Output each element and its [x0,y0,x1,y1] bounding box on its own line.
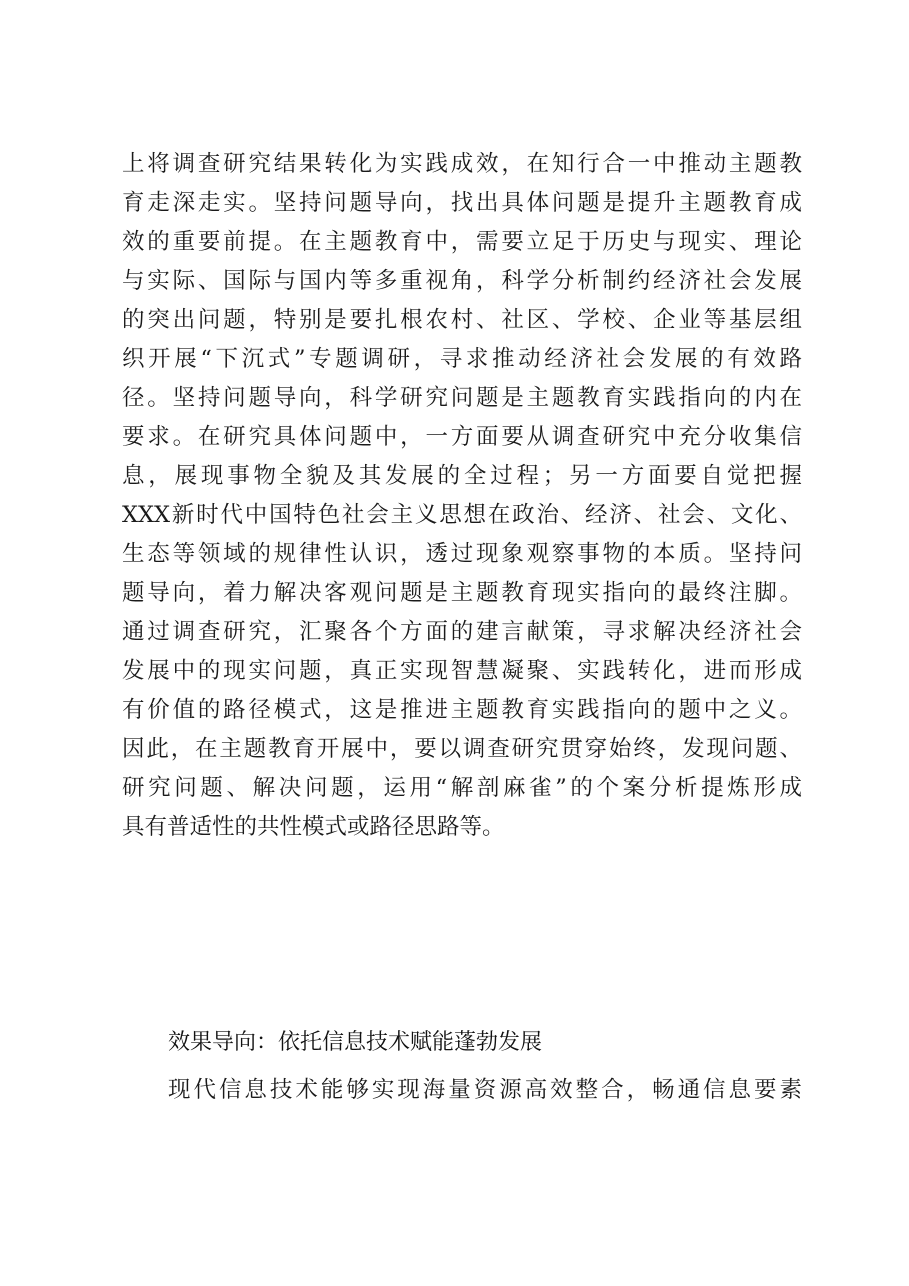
text-line-last: 具有普适性的共性模式或路径思路等。 [122,814,505,840]
text-line: 效的重要前提。在主题教育中，需要立足于历史与现实、理论 [122,229,802,255]
text-line: 发展中的现实问题，真正实现智慧凝聚、实践转化，进而形成 [122,658,802,684]
text-line: 上将调查研究结果转化为实践成效，在知行合一中推动主题教 [122,151,802,177]
text-line: 的突出问题，特别是要扎根农村、社区、学校、企业等基层组 [122,307,802,333]
text-line: 育走深走实。坚持问题导向，找出具体问题是提升主题教育成 [122,190,802,216]
text-line: XXX新时代中国特色社会主义思想在政治、经济、社会、文化、 [122,502,802,528]
next-paragraph-line: 现代信息技术能够实现海量资源高效整合，畅通信息要素 [168,1077,802,1103]
text-line: 织开展“下沉式”专题调研，寻求推动经济社会发展的有效路 [122,346,802,372]
text-line: 径。坚持问题导向，科学研究问题是主题教育实践指向的内在 [122,385,802,411]
section-heading: 效果导向：依托信息技术赋能蓬勃发展 [168,1030,543,1055]
text-line: 生态等领域的规律性认识，透过现象观察事物的本质。坚持问 [122,541,802,567]
text-line: 因此，在主题教育开展中，要以调查研究贯穿始终，发现问题、 [122,736,802,762]
text-line: 有价值的路径模式，这是推进主题教育实践指向的题中之义。 [122,697,802,723]
text-line: 息，展现事物全貌及其发展的全过程；另一方面要自觉把握 [122,463,802,489]
text-line: 研究问题、解决问题，运用“解剖麻雀”的个案分析提炼形成 [122,775,802,801]
text-line: 与实际、国际与国内等多重视角，科学分析制约经济社会发展 [122,268,802,294]
body-paragraph [122,145,802,847]
text-line: 通过调查研究，汇聚各个方面的建言献策，寻求解决经济社会 [122,619,802,645]
text-line: 要求。在研究具体问题中，一方面要从调查研究中充分收集信 [122,424,802,450]
text-line: 题导向，着力解决客观问题是主题教育现实指向的最终注脚。 [122,580,802,606]
